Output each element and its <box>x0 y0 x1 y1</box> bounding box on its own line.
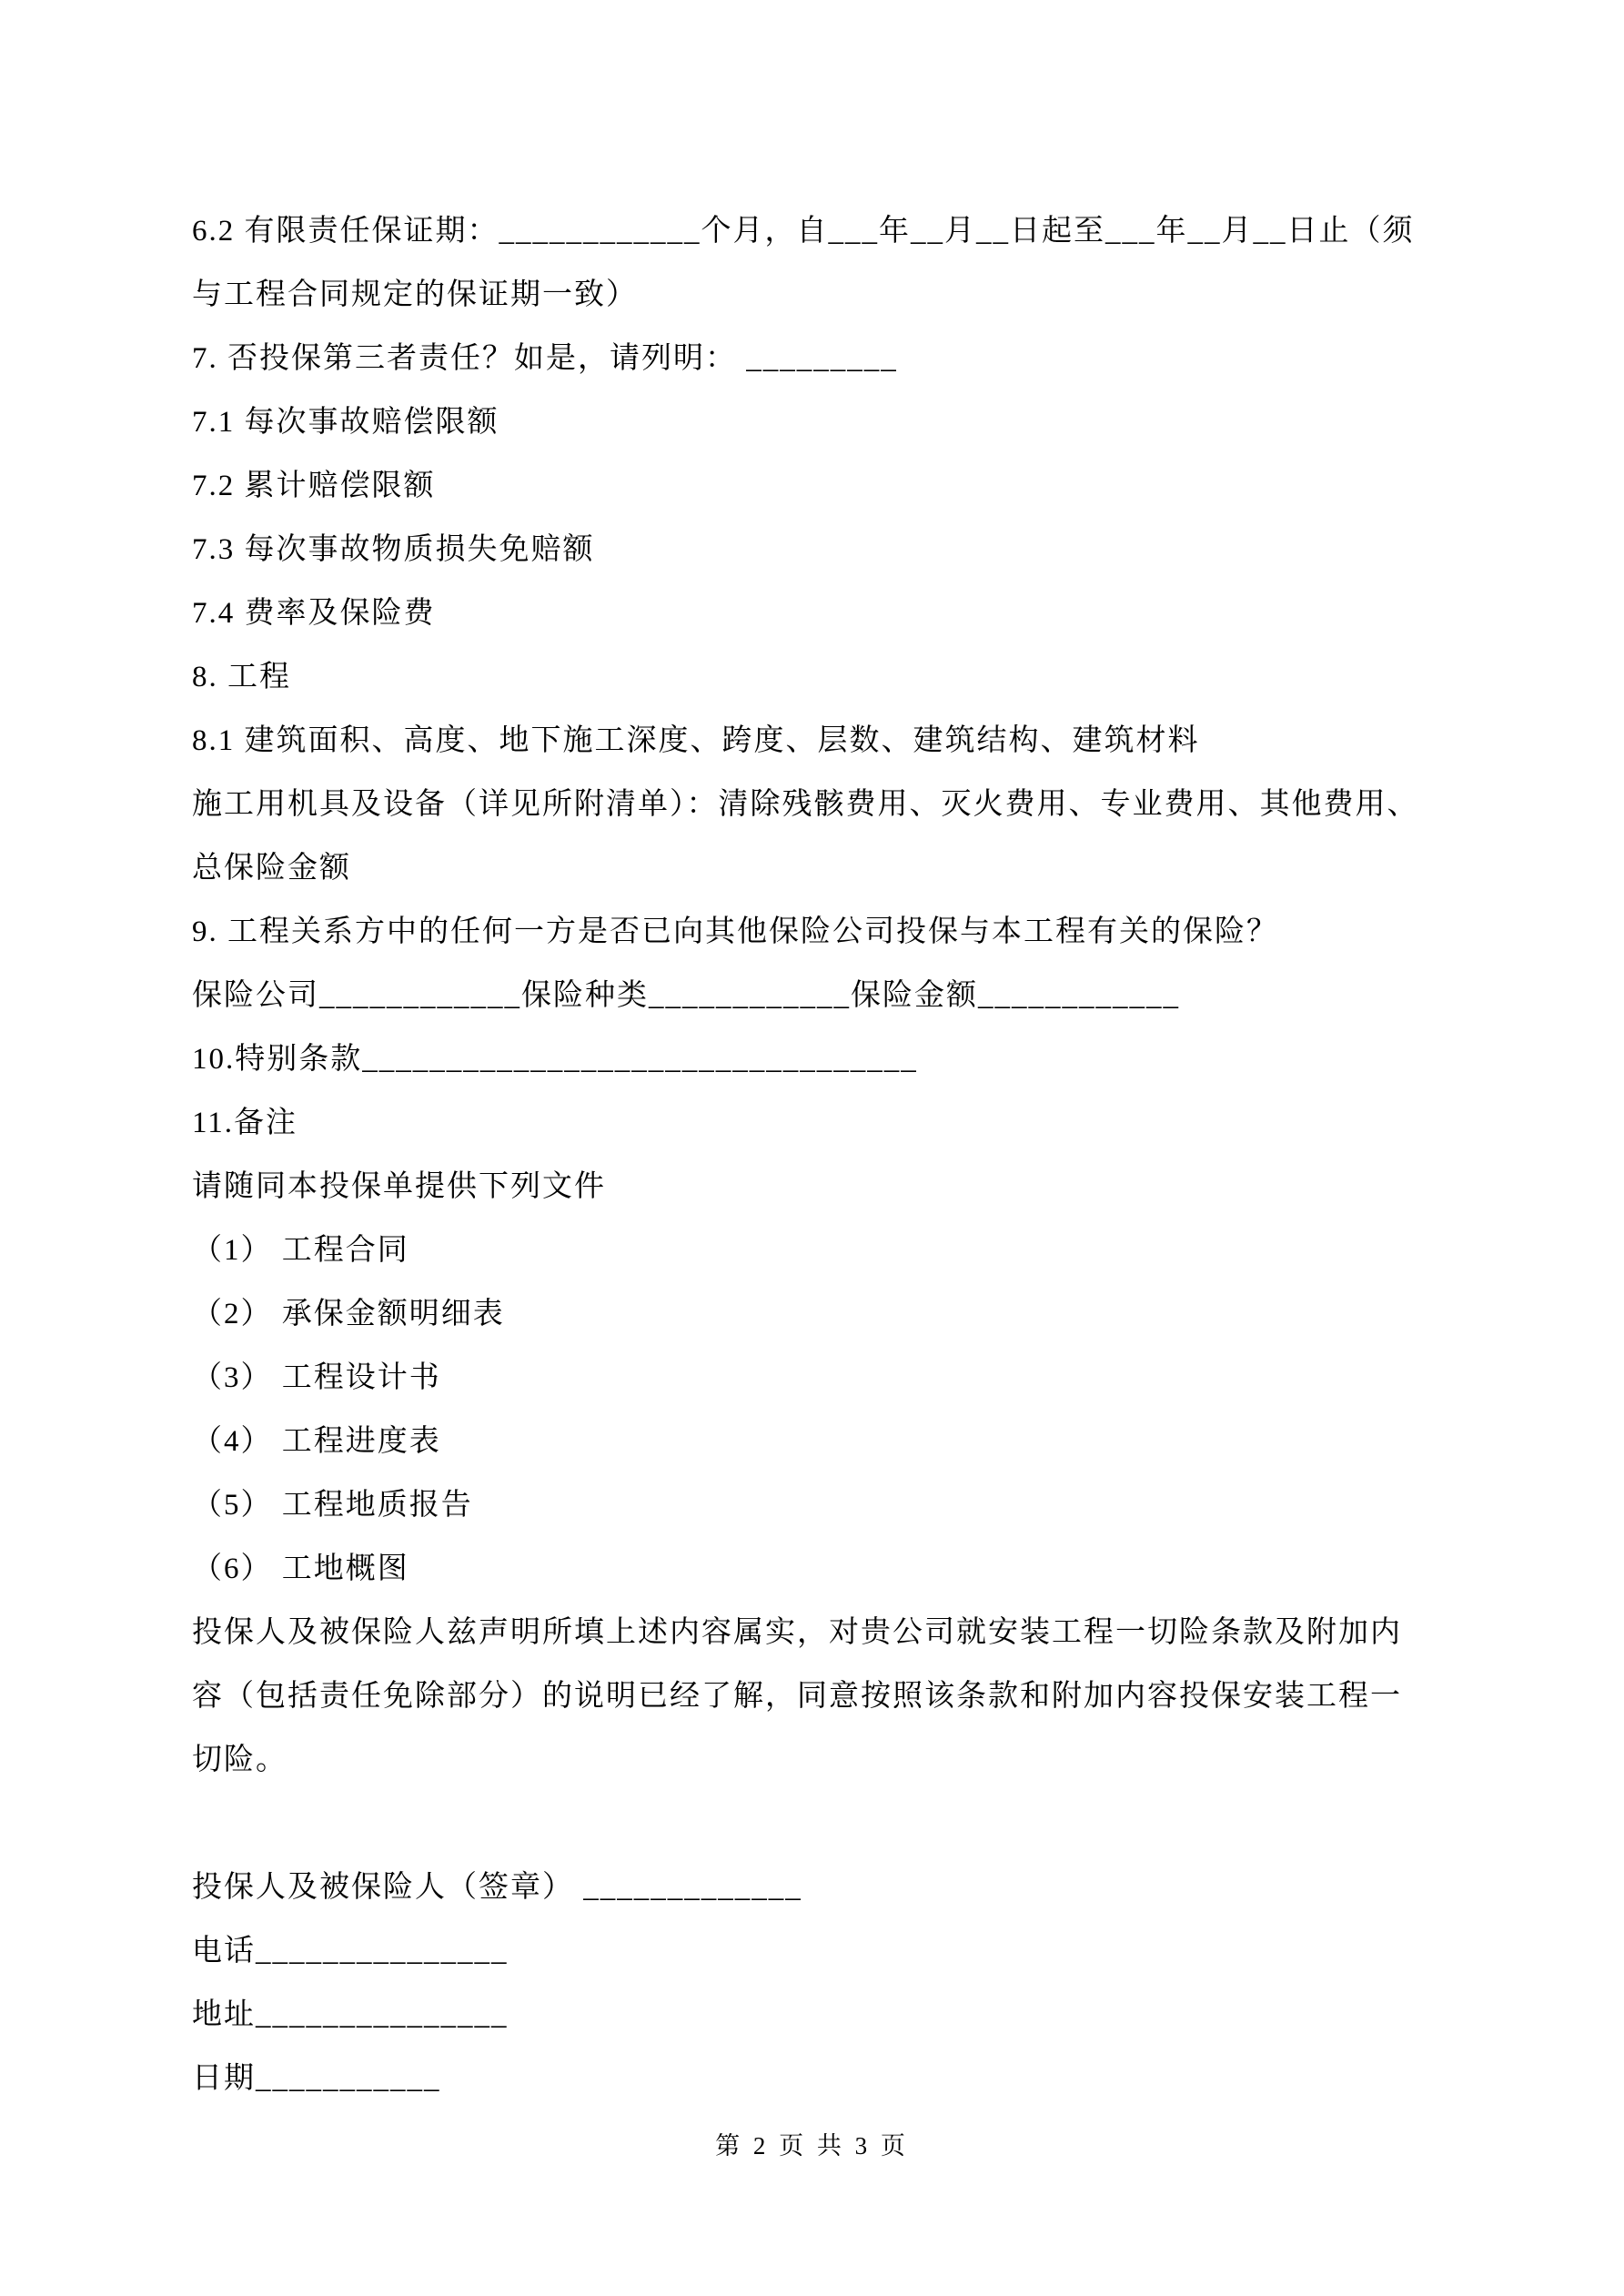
doc-line-7-third-party: 7. 否投保第三者责任？如是，请列明： _________ <box>192 342 898 375</box>
doc-line-insurer-type-amount-blanks: 保险公司____________保险种类____________保险金额____________ <box>192 979 1180 1012</box>
doc-line-7-4-rate-premium: 7.4 费率及保险费 <box>192 597 436 630</box>
doc-line-attachment-5-geology-report: （5） 工程地质报告 <box>192 1489 473 1522</box>
doc-line-address: 地址_______________ <box>192 1998 509 2031</box>
doc-line-attached-documents-intro: 请随同本投保单提供下列文件 <box>192 1170 606 1203</box>
doc-line-declaration-3: 切险。 <box>192 1744 287 1776</box>
doc-line-date: 日期___________ <box>192 2062 441 2095</box>
doc-line-machinery-equipment: 施工用机具及设备（详见所附清单）：清除残骸费用、灭火费用、专业费用、其他费用、 <box>192 788 1419 821</box>
doc-line-total-insured-amount: 总保险金额 <box>192 852 351 885</box>
doc-line-8-1-building-info: 8.1 建筑面积、高度、地下施工深度、跨度、层数、建筑结构、建筑材料 <box>192 724 1200 757</box>
doc-line-7-1-per-accident-limit: 7.1 每次事故赔偿限额 <box>192 406 499 439</box>
page-content <box>192 199 1484 2110</box>
page-footer: 第 2 页 共 3 页 <box>715 2132 909 2159</box>
doc-line-10-special-clauses: 10.特别条款_________________________________ <box>192 1043 918 1076</box>
doc-line-attachment-1-contract: （1） 工程合同 <box>192 1234 409 1267</box>
doc-line-6-2-warranty-period: 6.2 有限责任保证期：____________个月，自___年__月__日起至___年__月__日止（须 <box>192 215 1415 248</box>
doc-line-declaration-2: 容（包括责任免除部分）的说明已经了解，同意按照该条款和附加内容投保安装工程一 <box>192 1680 1402 1713</box>
doc-line-attachment-6-site-map: （6） 工地概图 <box>192 1553 409 1585</box>
doc-line-11-remarks: 11.备注 <box>192 1107 298 1139</box>
doc-line-phone: 电话_______________ <box>192 1935 509 1967</box>
doc-line-8-project: 8. 工程 <box>192 661 291 693</box>
doc-line-attachment-3-design: （3） 工程设计书 <box>192 1361 441 1394</box>
doc-line-9-other-insurance: 9. 工程关系方中的任何一方是否已向其他保险公司投保与本工程有关的保险？ <box>192 915 1278 948</box>
doc-line-declaration-1: 投保人及被保险人兹声明所填上述内容属实，对贵公司就安装工程一切险条款及附加内 <box>192 1616 1402 1649</box>
doc-line-7-3-deductible: 7.3 每次事故物质损失免赔额 <box>192 533 595 566</box>
doc-line-7-2-aggregate-limit: 7.2 累计赔偿限额 <box>192 470 436 502</box>
doc-line-blank <box>192 1792 1484 1856</box>
doc-line-attachment-2-amount-detail: （2） 承保金额明细表 <box>192 1298 505 1330</box>
doc-line-signature: 投保人及被保险人（签章） _____________ <box>192 1871 802 1904</box>
doc-line-attachment-4-schedule: （4） 工程进度表 <box>192 1425 441 1458</box>
doc-line-6-2-continued: 与工程合同规定的保证期一致） <box>192 278 638 311</box>
